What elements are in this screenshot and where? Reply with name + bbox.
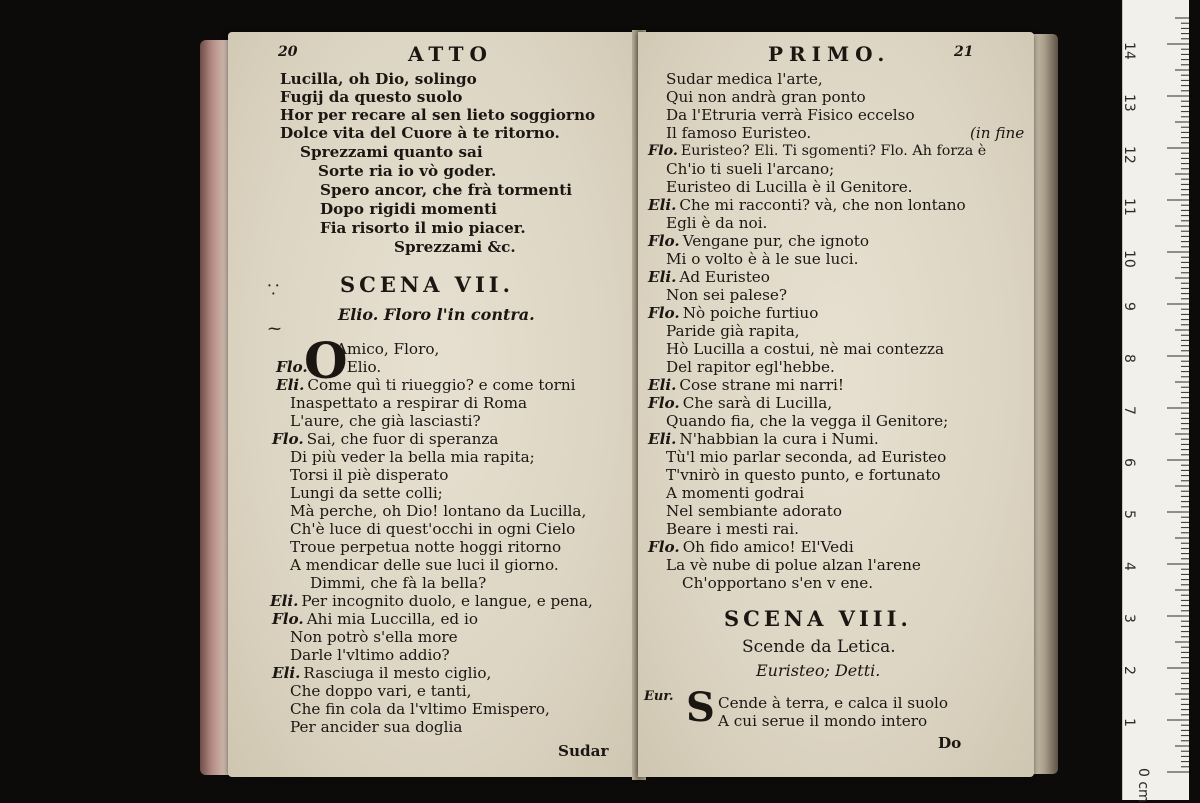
ruler-unit-label: 0 cm — [1135, 768, 1151, 803]
verse-line: Spero ancor, che frà tormenti — [320, 181, 573, 199]
ruler-number: 1 — [1121, 718, 1137, 727]
dialogue-line: A mendicar delle sue luci il giorno. — [290, 556, 559, 574]
verse-line: Sorte ria io vò goder. — [318, 162, 497, 180]
dialogue-line: Paride già rapita, — [666, 322, 800, 340]
ruler-number: 14 — [1121, 42, 1137, 60]
dialogue-line: La vè nube di polue alzan l'arene — [666, 556, 921, 574]
dialogue-line: Flo. Ahi mia Luccilla, ed io — [272, 610, 478, 628]
book-edge-right — [1032, 34, 1058, 774]
ruler-number: 2 — [1121, 666, 1137, 675]
scene-title-vii: SCENA VII. — [340, 272, 514, 297]
ruler-number: 3 — [1121, 614, 1137, 623]
dialogue-line: Il famoso Euristeo. — [666, 124, 812, 142]
dialogue-line: Flo. Oh fido amico! El'Vedi — [648, 538, 854, 556]
verse-line: Hor per recare al sen lieto soggiorno — [280, 106, 596, 124]
dialogue-line: Nel sembiante adorato — [666, 502, 842, 520]
ruler-number: 7 — [1121, 406, 1137, 415]
scene-characters: Elio. Floro l'in contra. — [338, 305, 535, 324]
verse-line: Lucilla, oh Dio, solingo — [280, 70, 477, 88]
dialogue-line: Non sei palese? — [666, 286, 788, 304]
dialogue-line: Che fin cola da l'vltimo Emispero, — [290, 700, 550, 718]
page-number-left: 20 — [278, 44, 298, 60]
right-page — [638, 32, 1034, 777]
dialogue-line: Flo. Elio. — [276, 358, 382, 376]
dialogue-line: Mi o volto è à le sue luci. — [666, 250, 859, 268]
verse-line: Fia risorto il mio piacer. — [320, 219, 526, 237]
scene-characters: Euristeo; Detti. — [756, 661, 881, 680]
scene-subtitle: Scende da Letica. — [742, 637, 896, 657]
dialogue-line: Ch'è luce di quest'occhi in ogni Cielo — [290, 520, 576, 538]
verse-line: Sprezzami quanto sai — [300, 143, 483, 161]
dialogue-line: Inaspettato a respirar di Roma — [290, 394, 528, 412]
dialogue-line: Hò Lucilla a costui, nè mai contezza — [666, 340, 945, 358]
dialogue-line: Non potrò s'ella more — [290, 628, 458, 646]
dialogue-line: Torsi il piè disperato — [290, 466, 449, 484]
dialogue-line: Beare i mesti rai. — [666, 520, 799, 538]
printer-ornament: ⁓ — [268, 322, 281, 337]
scene-title-viii: SCENA VIII. — [724, 606, 912, 631]
dialogue-line: T'vnirò in questo punto, e fortunato — [666, 466, 941, 484]
ruler-number: 10 — [1121, 250, 1137, 268]
dialogue-line: Eli. N'habbian la cura i Numi. — [648, 430, 879, 448]
dialogue-line: Euristeo di Lucilla è il Genitore. — [666, 178, 913, 196]
verse-line: Fugij da questo suolo — [280, 88, 463, 106]
dialogue-line: Amico, Floro, — [336, 340, 440, 358]
dialogue-line: Egli è da noi. — [666, 214, 768, 232]
ruler-number: 6 — [1121, 458, 1137, 467]
stage-note: (in fine — [970, 124, 1025, 142]
dialogue-line: Eli. Rasciuga il mesto ciglio, — [272, 664, 492, 682]
measurement-ruler — [1121, 0, 1189, 803]
dialogue-line: A momenti godrai — [666, 484, 805, 502]
left-page — [228, 32, 636, 777]
dialogue-line: Troue perpetua notte hoggi ritorno — [290, 538, 562, 556]
dialogue-line: Quando fia, che la vegga il Genitore; — [666, 412, 949, 430]
dialogue-line: Lungi da sette colli; — [290, 484, 443, 502]
dialogue-line: Mà perche, oh Dio! lontano da Lucilla, — [290, 502, 587, 520]
dialogue-line: L'aure, che già lasciasti? — [290, 412, 481, 430]
dialogue-line: Eli. Che mi racconti? và, che non lontano — [648, 196, 966, 214]
verse-line: Dopo rigidi momenti — [320, 200, 497, 218]
catchword-left: Sudar — [558, 742, 609, 760]
dialogue-line: Per ancider sua doglia — [290, 718, 463, 736]
dialogue-line: A cui serue il mondo intero — [718, 712, 928, 730]
verse-line: Dolce vita del Cuore à te ritorno. — [280, 124, 560, 142]
dialogue-line: Flo. Che sarà di Lucilla, — [648, 394, 833, 412]
ruler-number: 8 — [1121, 354, 1137, 363]
ruler-number: 11 — [1121, 198, 1137, 216]
ruler-number: 5 — [1121, 510, 1137, 519]
dialogue-line: Flo. Nò poiche furtiuo — [648, 304, 819, 322]
dialogue-line: Tù'l mio parlar seconda, ad Euristeo — [666, 448, 947, 466]
dialogue-line: Flo. Euristeo? Eli. Ti sgomenti? Flo. Ah forza è — [648, 143, 987, 159]
ruler-number: 12 — [1121, 146, 1137, 164]
verse-line: Sprezzami &c. — [394, 238, 516, 256]
speaker-label: Eur. — [644, 689, 674, 704]
catchword-right: Do — [938, 734, 962, 752]
dialogue-line: Flo. Vengane pur, che ignoto — [648, 232, 870, 250]
drop-cap-s: S — [686, 684, 715, 731]
dialogue-line: Eli. Per incognito duolo, e langue, e pena, — [270, 592, 593, 610]
ruler-number: 13 — [1121, 94, 1137, 112]
dialogue-line: Ch'opportano s'en v ene. — [682, 574, 874, 592]
dialogue-line: Sudar medica l'arte, — [666, 70, 823, 88]
page-number-right: 21 — [954, 44, 974, 60]
dialogue-line: Da l'Etruria verrà Fisico eccelso — [666, 106, 915, 124]
dialogue-line: Cende à terra, e calca il suolo — [718, 694, 949, 712]
dialogue-line: Ch'io ti sueli l'arcano; — [666, 160, 835, 178]
ruler-number: 4 — [1121, 562, 1137, 571]
ruler-number: 9 — [1121, 302, 1137, 311]
dialogue-line: Dimmi, che fà la bella? — [310, 574, 487, 592]
dialogue-line: Eli. Come quì ti riueggio? e come torni — [276, 376, 576, 394]
dialogue-line: Eli. Ad Euristeo — [648, 268, 770, 286]
book-edge-left — [200, 40, 230, 775]
dialogue-line: Eli. Cose strane mi narri! — [648, 376, 844, 394]
dialogue-line: Del rapitor egl'hebbe. — [666, 358, 835, 376]
dialogue-line: Flo. Sai, che fuor di speranza — [272, 430, 499, 448]
ruler-ticks — [1123, 0, 1189, 800]
running-head-left: ATTO — [408, 42, 493, 66]
dialogue-line: Qui non andrà gran ponto — [666, 88, 866, 106]
dialogue-line: Di più veder la bella mia rapita; — [290, 448, 535, 466]
open-book — [198, 22, 1060, 780]
printer-ornament: ⸪ — [268, 283, 279, 298]
dialogue-line: Che doppo vari, e tanti, — [290, 682, 472, 700]
dialogue-line: Darle l'vltimo addio? — [290, 646, 450, 664]
running-head-right: PRIMO. — [768, 42, 891, 66]
drop-cap-o: O — [304, 331, 348, 390]
